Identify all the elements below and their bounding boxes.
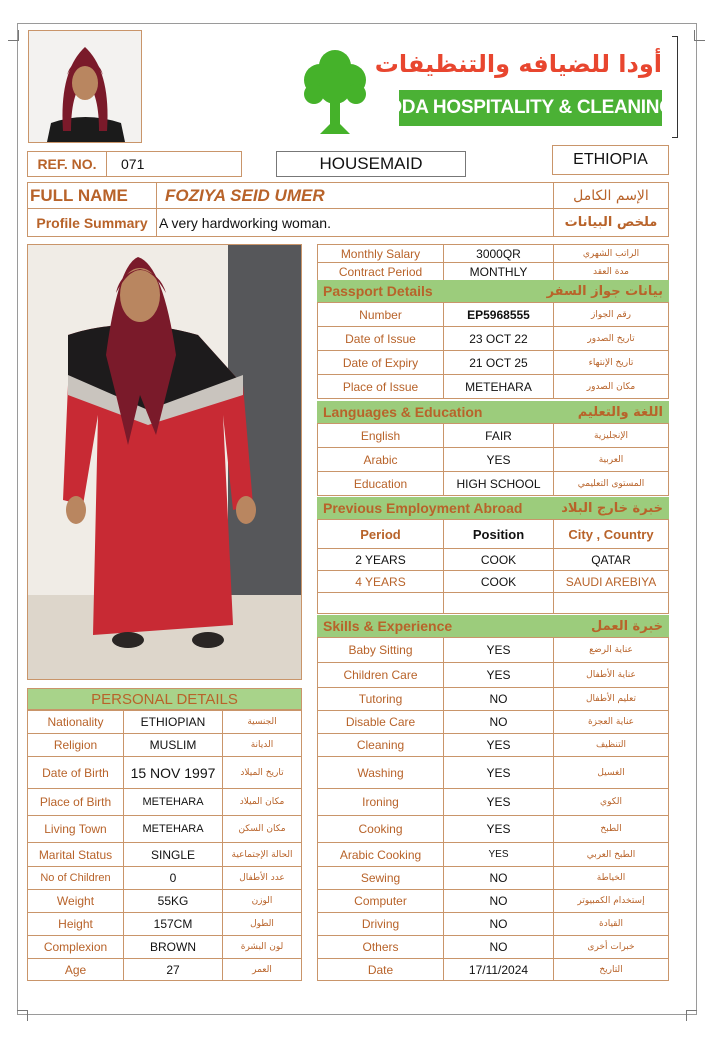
personal-label-ar: الوزن xyxy=(222,889,302,913)
personal-label-ar: الديانة xyxy=(222,733,302,757)
ref-label: REF. NO. xyxy=(27,151,107,177)
skill-label-ar: التاريخ xyxy=(553,958,669,981)
summary-label-ar: ملخص البيانات xyxy=(553,208,669,237)
passport-label: Date of Issue xyxy=(317,326,444,351)
skill-value: YES xyxy=(443,788,554,816)
skill-label: Disable Care xyxy=(317,710,444,734)
skill-label: Date xyxy=(317,958,444,981)
skill-value: NO xyxy=(443,710,554,734)
skill-label: Driving xyxy=(317,912,444,936)
ref-value: 071 xyxy=(106,151,242,177)
personal-label-ar: الطول xyxy=(222,912,302,936)
skills-header xyxy=(317,615,669,637)
passport-label-ar: تاريخ الإنتهاء xyxy=(553,350,669,375)
skill-value: 17/11/2024 xyxy=(443,958,554,981)
personal-label: Nationality xyxy=(27,710,124,734)
employment-position: COOK xyxy=(443,548,554,571)
skill-label-ar: الخياطة xyxy=(553,866,669,890)
language-label: English xyxy=(317,423,444,448)
contract-label: Monthly Salary xyxy=(317,244,444,263)
contract-label-ar: الراتب الشهري xyxy=(553,244,669,263)
passport-label: Place of Issue xyxy=(317,374,444,399)
skill-label: Sewing xyxy=(317,866,444,890)
skills-header-title: Skills & Experience xyxy=(323,618,453,634)
employment-header-title: Previous Employment Abroad xyxy=(323,500,523,516)
personal-value: METEHARA xyxy=(123,788,223,816)
language-label-ar: المستوى التعليمي xyxy=(553,471,669,496)
skill-label: Ironing xyxy=(317,788,444,816)
employment-col-location: City , Country xyxy=(553,519,669,549)
contract-value: 3000QR xyxy=(443,244,554,263)
summary-value: A very hardworking woman. xyxy=(156,208,554,237)
skill-label-ar: الطبخ العربي xyxy=(553,842,669,867)
contract-value: MONTHLY xyxy=(443,262,554,281)
employment-col-period: Period xyxy=(317,519,444,549)
skill-value: NO xyxy=(443,889,554,913)
personal-value: METEHARA xyxy=(123,815,223,843)
skill-value: NO xyxy=(443,912,554,936)
passport-details-header-title: Passport Details xyxy=(323,283,433,299)
skill-label-ar: تعليم الأطفال xyxy=(553,687,669,711)
skill-label-ar: الغسيل xyxy=(553,756,669,789)
employment-location: SAUDI AREBIYA xyxy=(553,570,669,593)
skill-label: Arabic Cooking xyxy=(317,842,444,867)
crop-mark-top-left xyxy=(8,30,19,41)
crop-mark-bottom-left xyxy=(17,1010,28,1021)
personal-value: MUSLIM xyxy=(123,733,223,757)
full-name-label: FULL NAME xyxy=(27,182,157,209)
full-name-value: FOZIYA SEID UMER xyxy=(156,182,554,209)
personal-label-ar: الجنسية xyxy=(222,710,302,734)
employment-position: COOK xyxy=(443,570,554,593)
skill-label-ar: الطبخ xyxy=(553,815,669,843)
personal-label: Living Town xyxy=(27,815,124,843)
passport-label-ar: تاريخ الصدور xyxy=(553,326,669,351)
passport-label: Number xyxy=(317,302,444,327)
skill-label-ar: عناية الرضع xyxy=(553,637,669,663)
skill-label: Children Care xyxy=(317,662,444,688)
personal-label-ar: العمر xyxy=(222,958,302,981)
summary-label: Profile Summary xyxy=(27,208,157,237)
contract-label: Contract Period xyxy=(317,262,444,281)
skill-value: NO xyxy=(443,935,554,959)
skill-value: YES xyxy=(443,733,554,757)
employment-location xyxy=(553,592,669,614)
personal-value: 0 xyxy=(123,866,223,890)
language-value: YES xyxy=(443,447,554,472)
passport-value: METEHARA xyxy=(443,374,554,399)
employment-period xyxy=(317,592,444,614)
personal-label: Marital Status xyxy=(27,842,124,867)
skill-label: Computer xyxy=(317,889,444,913)
language-label: Education xyxy=(317,471,444,496)
personal-label: Height xyxy=(27,912,124,936)
personal-details-title: PERSONAL DETAILS xyxy=(91,690,238,708)
skill-value: YES xyxy=(443,637,554,663)
personal-value: 27 xyxy=(123,958,223,981)
languages-header-title-ar: اللغة والتعليم xyxy=(577,404,663,420)
employment-position xyxy=(443,592,554,614)
language-value: HIGH SCHOOL xyxy=(443,471,554,496)
skill-label-ar: التنظيف xyxy=(553,733,669,757)
personal-label: Place of Birth xyxy=(27,788,124,816)
personal-label-ar: عدد الأطفال xyxy=(222,866,302,890)
skill-label: Tutoring xyxy=(317,687,444,711)
header-bracket xyxy=(672,36,678,138)
skill-label: Others xyxy=(317,935,444,959)
employment-header xyxy=(317,497,669,519)
languages-header xyxy=(317,401,669,423)
language-label-ar: الإنجليزية xyxy=(553,423,669,448)
passport-value: EP5968555 xyxy=(443,302,554,327)
employment-period: 2 YEARS xyxy=(317,548,444,571)
languages-header-title: Languages & Education xyxy=(323,404,483,420)
crop-mark-top-right xyxy=(694,30,705,41)
language-label-ar: العربية xyxy=(553,447,669,472)
personal-value: 55KG xyxy=(123,889,223,913)
personal-label: Complexion xyxy=(27,935,124,959)
passport-details-header-title-ar: بيانات جواز السفر xyxy=(546,283,663,299)
passport-details-header xyxy=(317,280,669,302)
skill-label: Cooking xyxy=(317,815,444,843)
contract-label-ar: مدة العقد xyxy=(553,262,669,281)
language-value: FAIR xyxy=(443,423,554,448)
personal-label-ar: مكان الميلاد xyxy=(222,788,302,816)
headshot-photo xyxy=(28,30,142,143)
tree-logo-icon xyxy=(300,44,370,136)
employment-col-position: Position xyxy=(443,519,554,549)
personal-label: Age xyxy=(27,958,124,981)
personal-value: 157CM xyxy=(123,912,223,936)
personal-label: Weight xyxy=(27,889,124,913)
skill-label-ar: القيادة xyxy=(553,912,669,936)
skill-label: Baby Sitting xyxy=(317,637,444,663)
skills-header-title-ar: خبرة العمل xyxy=(591,618,663,634)
full-name-label-ar: الإسم الكامل xyxy=(553,182,669,209)
company-name-arabic: أودا للضيافه والتنظيفات xyxy=(374,50,662,78)
personal-value: 15 NOV 1997 xyxy=(123,756,223,789)
passport-label-ar: مكان الصدور xyxy=(553,374,669,399)
position-title: HOUSEMAID xyxy=(276,151,466,177)
skill-label-ar: عناية العجزة xyxy=(553,710,669,734)
employment-location: QATAR xyxy=(553,548,669,571)
personal-label-ar: تاريخ الميلاد xyxy=(222,756,302,789)
personal-value: BROWN xyxy=(123,935,223,959)
personal-label: Religion xyxy=(27,733,124,757)
personal-label: Date of Birth xyxy=(27,756,124,789)
skill-label-ar: إستخدام الكمبيوتر xyxy=(553,889,669,913)
passport-value: 21 OCT 25 xyxy=(443,350,554,375)
personal-label-ar: الحالة الإجتماعية xyxy=(222,842,302,867)
skill-label-ar: عناية الأطفال xyxy=(553,662,669,688)
personal-label-ar: مكان السكن xyxy=(222,815,302,843)
personal-label-ar: لون البشرة xyxy=(222,935,302,959)
language-label: Arabic xyxy=(317,447,444,472)
country-value: ETHIOPIA xyxy=(552,145,669,175)
personal-value: SINGLE xyxy=(123,842,223,867)
skill-label: Washing xyxy=(317,756,444,789)
full-body-photo xyxy=(27,244,302,680)
employment-header-title-ar: خبرة خارج البلاد xyxy=(561,500,663,516)
skill-value: YES xyxy=(443,842,554,867)
passport-label: Date of Expiry xyxy=(317,350,444,375)
personal-value: ETHIOPIAN xyxy=(123,710,223,734)
skill-value: YES xyxy=(443,662,554,688)
employment-period: 4 YEARS xyxy=(317,570,444,593)
skill-value: YES xyxy=(443,756,554,789)
skill-value: NO xyxy=(443,866,554,890)
skill-label: Cleaning xyxy=(317,733,444,757)
personal-details-header xyxy=(27,688,302,710)
personal-label: No of Children xyxy=(27,866,124,890)
skill-value: YES xyxy=(443,815,554,843)
crop-mark-bottom-right xyxy=(686,1010,697,1021)
skill-label-ar: خبرات أخرى xyxy=(553,935,669,959)
company-name-english: ODA HOSPITALITY & CLEANING xyxy=(399,90,662,126)
skill-value: NO xyxy=(443,687,554,711)
passport-label-ar: رقم الجواز xyxy=(553,302,669,327)
passport-value: 23 OCT 22 xyxy=(443,326,554,351)
skill-label-ar: الكوي xyxy=(553,788,669,816)
